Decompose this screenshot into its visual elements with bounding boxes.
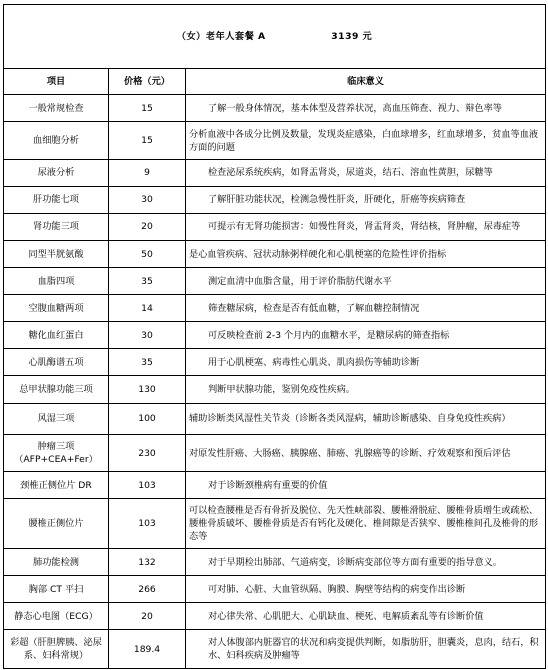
item-meaning: 筛查糖尿病，检查是否有低血糖，了解血糖控制情况: [186, 295, 546, 322]
table-row: [4, 630, 546, 669]
item-price: 35: [109, 268, 186, 295]
package-name: （女）老年人套餐 A: [176, 31, 266, 43]
item-price: 14: [109, 295, 186, 322]
item-meaning: 对人体腹部内脏器官的状况和病变提供判断，如脂肪肝，胆囊炎，息肉，结石，积水、妇科疾病及肿瘤等: [186, 630, 546, 669]
table-row: [4, 295, 546, 322]
item-price: 130: [109, 376, 186, 403]
item-price: 230: [109, 435, 186, 472]
item-price: 15: [109, 95, 186, 122]
table-row: [4, 472, 546, 499]
item-name: 血细胞分析: [4, 122, 109, 159]
item-meaning: 判断甲状腺功能，鉴别免疫性疾病。: [186, 376, 546, 403]
item-price: 266: [109, 576, 186, 603]
item-meaning: 分析血液中各成分比例及数量，发现炎症感染，白血球增多，红血球增多，贫血等血液方面的问题: [186, 122, 546, 159]
item-name: 胸部 CT 平扫: [4, 576, 109, 603]
item-meaning: 对于早期检出肺部、气道病变，诊断病变部位等方面有重要的指导意义。: [186, 549, 546, 576]
item-price: 132: [109, 549, 186, 576]
item-meaning: 可提示有无肾功能损害：如慢性肾炎，肾盂肾炎，肾结核，肾肿瘤，尿毒症等: [186, 213, 546, 240]
item-meaning: 对心律失常、心肌肥大、心肌缺血、梗死、电解质紊乱等有诊断价值: [186, 603, 546, 630]
item-meaning: 是心血管疾病、冠状动脉粥样硬化和心肌梗塞的危险性评价指标: [186, 240, 546, 267]
item-meaning: 可以检查腰椎是否有骨折及脱位、先天性峡部裂、腰椎滑脱症、腰椎骨质增生或疏松、腰椎骨质破坏、腰椎骨质是否有钙化及硬化、椎间隙是否狭窄、腰椎椎间孔及椎骨的形态等: [186, 499, 546, 549]
table-row: [4, 349, 546, 376]
item-name: 颈椎正侧位片 DR: [4, 472, 109, 499]
item-price: 30: [109, 186, 186, 213]
item-meaning: 检查泌尿系统疾病，如肾盂肾炎，尿道炎，结石、溶血性黄胆，尿糖等: [186, 159, 546, 186]
item-price: 103: [109, 472, 186, 499]
package-table: [3, 4, 546, 669]
item-name: 彩超（肝胆脾胰、泌尿系、妇科常规）: [4, 630, 109, 669]
item-price: 20: [109, 603, 186, 630]
item-meaning: 对原发性肝癌、大肠癌、胰腺癌、肺癌、乳腺癌等的诊断、疗效观察和预后评估: [186, 435, 546, 472]
item-price: 30: [109, 322, 186, 349]
item-price: 50: [109, 240, 186, 267]
item-meaning: 可对肺、心脏、大血管纵隔、胸膜、胸壁等结构的病变作出诊断: [186, 576, 546, 603]
item-name: 空腹血糖两项: [4, 295, 109, 322]
item-name: 腰椎正侧位片: [4, 499, 109, 549]
table-row: [4, 213, 546, 240]
item-name: 糖化血红蛋白: [4, 322, 109, 349]
table-row: [4, 435, 546, 472]
item-price: 20: [109, 213, 186, 240]
item-name: 尿液分析: [4, 159, 109, 186]
item-name: 风湿三项: [4, 403, 109, 435]
item-name: 肿瘤三项 （AFP+CEA+Fer）: [4, 435, 109, 472]
table-row: [4, 186, 546, 213]
item-price: 100: [109, 403, 186, 435]
item-meaning: 了解肝脏功能状况，检测急慢性肝炎，肝硬化，肝癌等疾病筛查: [186, 186, 546, 213]
item-meaning: 测定血清中血脂含量，用于评价脂肪代谢水平: [186, 268, 546, 295]
package-title: [4, 5, 546, 69]
header-price: 价格（元）: [109, 69, 186, 95]
item-price: 189.4: [109, 630, 186, 669]
package-total: 3139 元: [331, 31, 373, 43]
item-meaning: 对于诊断颈椎病有重要的价值: [186, 472, 546, 499]
title-row: [4, 5, 546, 69]
table-row: [4, 549, 546, 576]
table-row: [4, 376, 546, 403]
table-row: [4, 122, 546, 159]
item-name: 血脂四项: [4, 268, 109, 295]
header-meaning: 临床意义: [186, 69, 546, 95]
table-row: [4, 159, 546, 186]
item-name: 静态心电图（ECG）: [4, 603, 109, 630]
item-meaning: 了解一般身体情况，基本体型及营养状况，高血压筛查、视力、辩色率等: [186, 95, 546, 122]
table-row: [4, 95, 546, 122]
item-name: 肾功能三项: [4, 213, 109, 240]
item-meaning: 用于心肌梗塞、病毒性心肌炎、肌肉损伤等辅助诊断: [186, 349, 546, 376]
item-price: 9: [109, 159, 186, 186]
item-name: 一般常规检查: [4, 95, 109, 122]
item-name: 总甲状腺功能三项: [4, 376, 109, 403]
item-name: 肺功能检测: [4, 549, 109, 576]
item-meaning: 可反映检查前 2-3 个月内的血糖水平，是糖尿病的筛查指标: [186, 322, 546, 349]
table-row: [4, 268, 546, 295]
item-name: 肝功能七项: [4, 186, 109, 213]
header-row: [4, 69, 546, 95]
table-row: [4, 322, 546, 349]
header-item: 项目: [4, 69, 109, 95]
table-row: [4, 603, 546, 630]
item-name: 同型半胱氨酸: [4, 240, 109, 267]
item-price: 35: [109, 349, 186, 376]
table-row: [4, 240, 546, 267]
item-price: 15: [109, 122, 186, 159]
table-row: [4, 576, 546, 603]
table-row: [4, 403, 546, 435]
item-price: 103: [109, 499, 186, 549]
item-name: 心肌酶谱五项: [4, 349, 109, 376]
item-meaning: 辅助诊断类风湿性关节炎（诊断各类风湿病，辅助诊断感染、自身免疫性疾病）: [186, 403, 546, 435]
table-row: [4, 499, 546, 549]
